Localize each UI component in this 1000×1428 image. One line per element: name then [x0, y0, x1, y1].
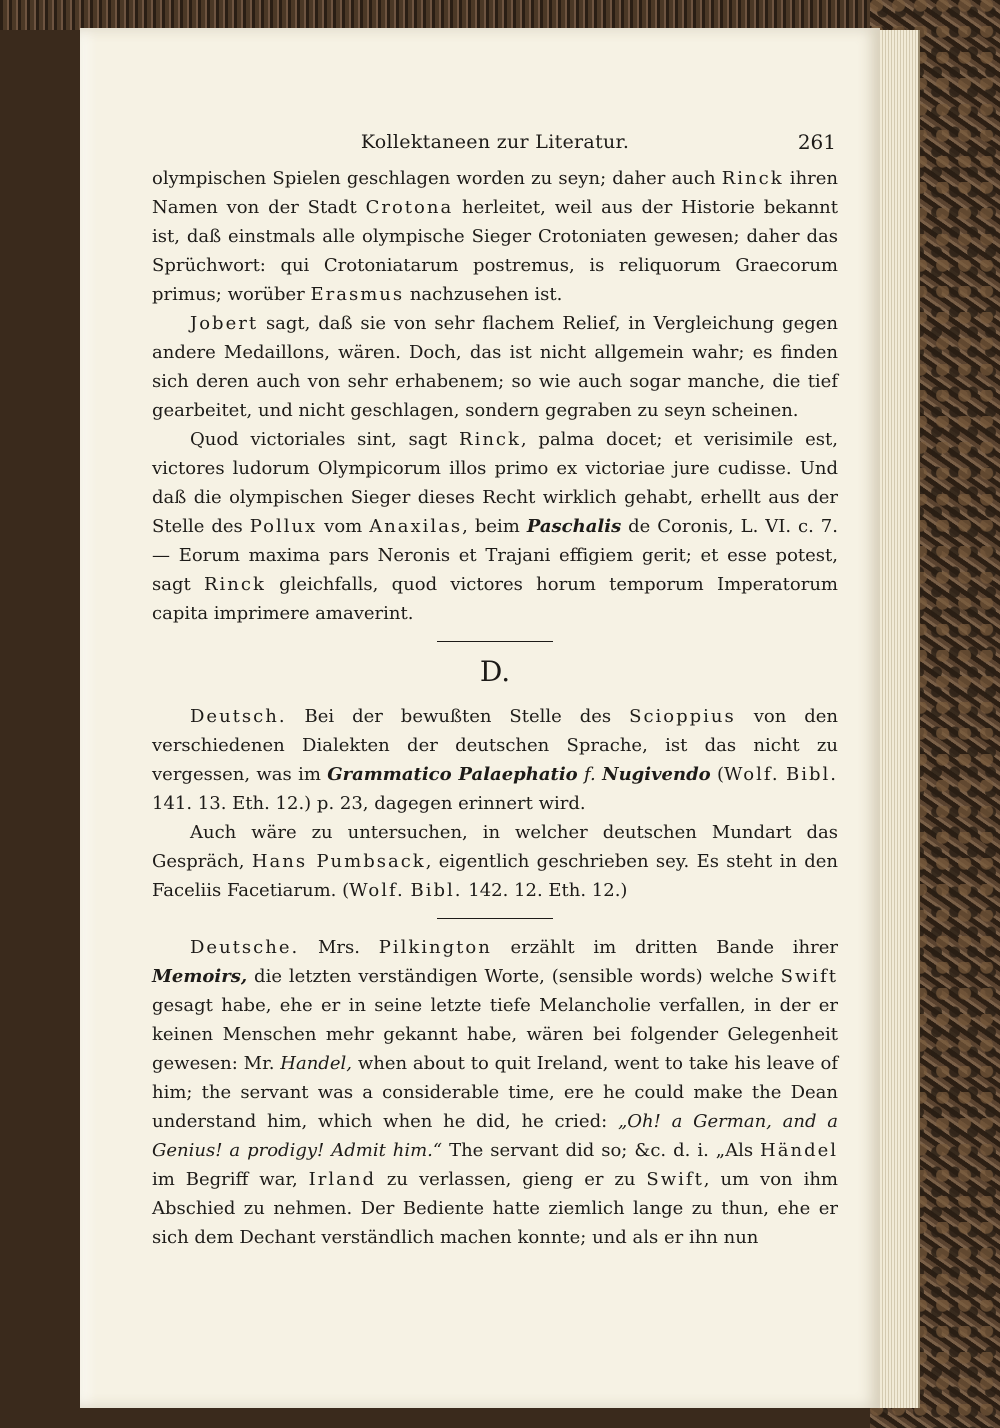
name-paschalis: Paschalis — [526, 516, 622, 537]
paragraph-jobert: Jobert sagt, daß sie von sehr flachem Relief, in Vergleichung gegen andere Medaillons, wären. Doch, das ist nicht allgemein wahr; es finden sich deren auch von sehr erhabenem; so wie auch sogar manche, die tief gearbeitet, und nicht geschlagen, sondern gegraben zu seyn scheinen. — [152, 313, 838, 421]
name-rinck-2: Rinck — [459, 429, 521, 450]
name-erasmus: Erasmus — [310, 284, 405, 305]
name-anaxilas: Anaxilas — [369, 516, 463, 537]
paragraph-victoriales: Quod victoriales sint, sagt Rinck, palma docet; et verisimile est, victores ludorum Olympicorum illos primo ex victoriae jure cudisse. Und daß die olympischen Sieger dieses Recht wirklich gehabt, erhellt aus der Stelle des Pollux vom Anaxilas, beim Paschalis de Coronis, L. VI. c. 7. — Eorum maxima pars Neronis et Trajani effigiem gerit; et esse potest, sagt Rinck gleichfalls, quod victores horum temporum Imperatorum capita imprimere amaverint. — [152, 429, 838, 624]
book-page — [80, 28, 880, 1408]
entry-deutsch: Deutsch. Bei der bewußten Stelle des Scioppius von den verschiedenen Dialekten der deutschen Sprache, ist das nicht zu vergessen, was im Grammatico Palaephatio f. Nugivendo (Wolf. Bibl. 141. 13. Eth. 12.) p. 23, dagegen erinnert wird. — [152, 706, 839, 814]
section-letter: D. — [479, 655, 511, 688]
name-pollux: Pollux — [249, 516, 318, 537]
name-pilkington: Pilkington — [378, 937, 492, 958]
text-block — [152, 128, 838, 1252]
entry-deutsche: Deutsche. Mrs. Pilkington erzählt im dritten Bande ihrer Memoirs, die letzten verständigen Worte, (sensible words) welche Swift gesagt habe, ehe er in seine letzte tiefe Melancholie verfallen, in der er keinen Menschen mehr gekannt habe, wären bei folgender Gelegenheit gewesen: Mr. Handel, when about to quit Ireland, went to take his leave of him; the servant was a considerable time, ere he could make the Dean understand him, which when he did, he cried: „Oh! a German, and a Genius! a prodigy! Admit him.“ The servant did so; &c. d. i. „Als Händel im Begriff war, Irland zu verlassen, gieng er zu Swift, um von ihm Abschied zu nehmen. Der Bediente hatte ziemlich lange zu thun, ehe er sich dem Dechant verständlich machen konnte; und als er ihn nun — [152, 937, 838, 1248]
name-handel-2: Händel — [760, 1140, 838, 1161]
page-number: 261 — [797, 130, 836, 154]
name-rinck-3: Rinck — [203, 574, 266, 595]
book-top-edge — [0, 0, 1000, 30]
title-memoirs: Memoirs, — [152, 966, 248, 987]
divider-1 — [437, 641, 553, 642]
divider-2 — [437, 918, 553, 919]
running-title: Kollektaneen zur Literatur. — [360, 131, 630, 153]
paragraph-mundart: Auch wäre zu untersuchen, in welcher deutschen Mundart das Gespräch, Hans Pumbsack, eigentlich geschrieben sey. Es steht in den Faceliis Facetiarum. (Wolf. Bibl. 142. 12. Eth. 12.) — [152, 822, 839, 901]
quote-swift: „Oh! a German, and a Genius! a prodigy! Admit him.“ — [152, 1111, 838, 1161]
page-header — [152, 128, 838, 164]
name-scioppius: Scioppius — [629, 706, 736, 727]
name-jobert: Jobert — [190, 313, 259, 334]
entry-head-deutsche: Deutsche. — [190, 937, 300, 958]
title-nugivendo: Nugivendo — [602, 764, 711, 785]
name-crotona: Crotona — [365, 197, 454, 218]
entry-head-deutsch: Deutsch. — [190, 706, 287, 727]
name-irland: Irland — [308, 1169, 376, 1190]
name-handel: Handel, — [280, 1053, 352, 1074]
name-swift-2: Swift — [646, 1169, 704, 1190]
name-hans-pumbsack: Hans Pumbsack — [251, 851, 426, 872]
name-swift: Swift — [780, 966, 838, 987]
paragraph-olympic: olympischen Spielen geschlagen worden zu seyn; daher auch Rinck ihren Namen von der Stadt Crotona herleitet, weil aus der Historie bekannt ist, daß einstmals alle olympische Sieger Crotoniaten gewesen; daher das Sprüchwort: qui Crotoniatarum postremus, is reliquorum Graecorum primus; worüber Erasmus nachzusehen ist. — [152, 168, 839, 305]
name-rinck: Rinck — [721, 168, 784, 189]
title-grammatico: Grammatico Palaephatio — [327, 764, 578, 785]
